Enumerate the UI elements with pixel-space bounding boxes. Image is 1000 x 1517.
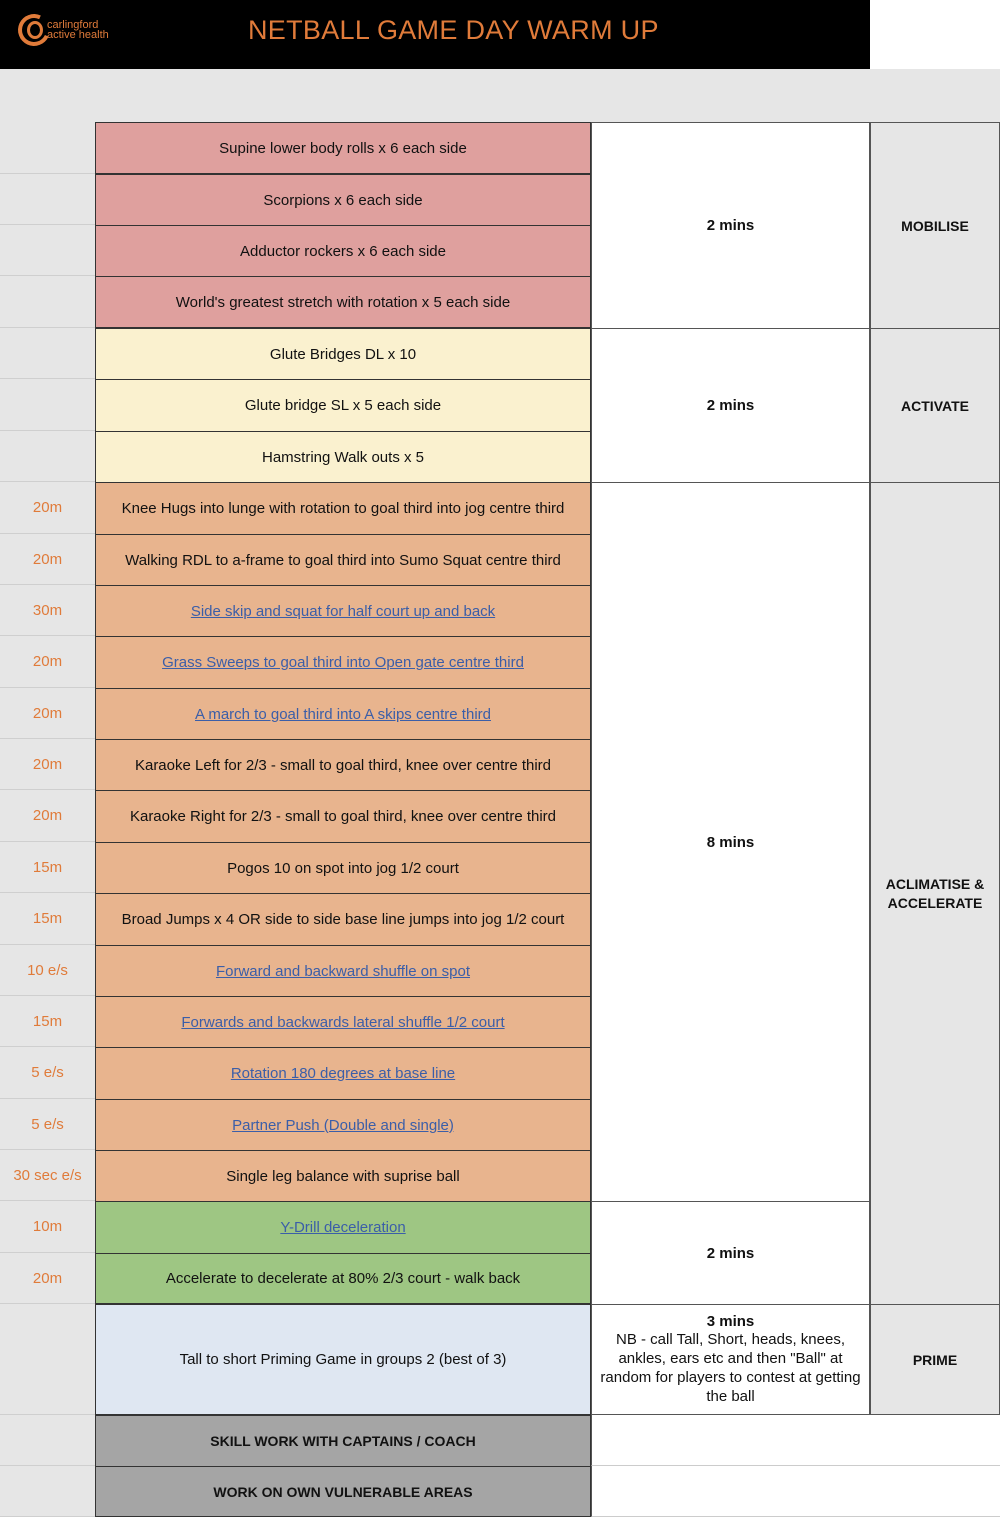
exercise-cell: Adductor rockers x 6 each side [95,225,591,277]
exercise-cell: Single leg balance with suprise ball [95,1150,591,1202]
time-cell: 8 mins [591,482,870,1202]
header-blank [870,0,1000,69]
phase-cell: MOBILISE [870,122,1000,329]
distance-cell: 15m [0,842,95,893]
distance-cell: 20m [0,1253,95,1304]
logo-text [47,20,109,40]
exercise-cell: Pogos 10 on spot into jog 1/2 court [95,842,591,894]
phase-label-line1: ACLIMATISE & [885,875,985,892]
exercise-cell: Knee Hugs into lunge with rotation to goal third into jog centre third [95,482,591,535]
distance-cell: 20m [0,739,95,790]
exercise-link[interactable] [95,688,591,740]
exercise-link[interactable] [95,945,591,997]
exercise-link-text[interactable]: A march to goal third into A skips centre third [195,705,491,723]
exercise-cell: Tall to short Priming Game in groups 2 (best of 3) [95,1304,591,1415]
phase-cell-aclimatise [870,482,1000,1305]
distance-cell: 30m [0,585,95,636]
exercise-link-text[interactable]: Side skip and squat for half court up and back [190,602,496,620]
exercise-link-text[interactable]: Grass Sweeps to goal third into Open gate centre third [162,654,524,671]
spacer-band [0,69,1000,122]
time-cell: 2 mins [591,122,870,329]
header-bar [0,0,870,69]
exercise-cell: Supine lower body rolls x 6 each side [95,122,591,174]
prime-note: NB - call Tall, Short, heads, knees, ankles, ears etc and then "Ball" at random for players to contest at getting the ball [600,1331,861,1405]
logo-line1: carlingford [47,19,99,31]
carlingford-logo [18,14,128,48]
distance-cell [0,1304,95,1415]
distance-cell: 10m [0,1201,95,1253]
blank-cell [591,1466,870,1517]
distance-cell [0,379,95,431]
exercise-cell: Glute bridge SL x 5 each side [95,379,591,432]
prime-time: 3 mins [706,1313,755,1330]
distance-cell: 20m [0,688,95,739]
distance-cell: 5 e/s [0,1047,95,1099]
distance-cell: 15m [0,893,95,945]
distance-cell: 20m [0,790,95,842]
exercise-link[interactable] [95,1047,591,1100]
exercise-cell: World's greatest stretch with rotation x 5 each side [95,276,591,328]
phase-cell: ACTIVATE [870,328,1000,483]
distance-cell: 20m [0,482,95,534]
distance-cell: 15m [0,996,95,1047]
exercise-link[interactable] [95,1099,591,1151]
exercise-link[interactable] [95,585,591,637]
exercise-cell: Walking RDL to a-frame to goal third into Sumo Squat centre third [95,534,591,586]
distance-cell [0,122,95,174]
logo-a-icon [27,21,43,39]
exercise-cell: Hamstring Walk outs x 5 [95,431,591,483]
distance-cell [0,431,95,482]
exercise-cell: WORK ON OWN VULNERABLE AREAS [95,1466,591,1517]
distance-cell: 5 e/s [0,1099,95,1150]
blank-cell [870,1466,1000,1517]
exercise-link-text[interactable]: Forward and backward shuffle on spot [215,962,471,980]
time-cell-prime [591,1304,870,1415]
logo-line2: active health [47,29,109,41]
distance-cell [0,328,95,379]
distance-cell: 20m [0,636,95,688]
distance-cell [0,1415,95,1466]
exercise-link[interactable] [95,1201,591,1254]
exercise-link-text[interactable]: Forwards and backwards lateral shuffle 1/2 court [181,1013,505,1031]
page-title: NETBALL GAME DAY WARM UP [248,15,659,45]
distance-cell [0,1466,95,1517]
time-cell: 2 mins [591,328,870,483]
exercise-link[interactable] [95,636,591,689]
exercise-cell: SKILL WORK WITH CAPTAINS / COACH [95,1415,591,1467]
blank-cell [591,1415,870,1466]
exercise-link-text[interactable]: Rotation 180 degrees at base line [230,1065,456,1082]
exercise-cell: Accelerate to decelerate at 80% 2/3 court - walk back [95,1253,591,1304]
exercise-cell: Broad Jumps x 4 OR side to side base line jumps into jog 1/2 court [95,893,591,946]
exercise-cell: Karaoke Right for 2/3 - small to goal third, knee over centre third [95,790,591,843]
distance-cell: 30 sec e/s [0,1150,95,1201]
exercise-link-text[interactable]: Partner Push (Double and single) [232,1116,454,1134]
blank-cell [870,1415,1000,1466]
distance-cell: 10 e/s [0,945,95,996]
exercise-link[interactable] [95,996,591,1048]
phase-cell: PRIME [870,1304,1000,1415]
distance-cell [0,276,95,328]
distance-cell [0,225,95,276]
exercise-cell: Glute Bridges DL x 10 [95,328,591,380]
time-cell: 2 mins [591,1201,870,1305]
exercise-cell: Scorpions x 6 each side [95,174,591,226]
phase-label-line2: ACCELERATE [887,894,983,911]
exercise-link-text[interactable]: Y-Drill deceleration [280,1219,406,1236]
distance-cell: 20m [0,534,95,585]
exercise-cell: Karaoke Left for 2/3 - small to goal third, knee over centre third [95,739,591,791]
distance-cell [0,174,95,225]
